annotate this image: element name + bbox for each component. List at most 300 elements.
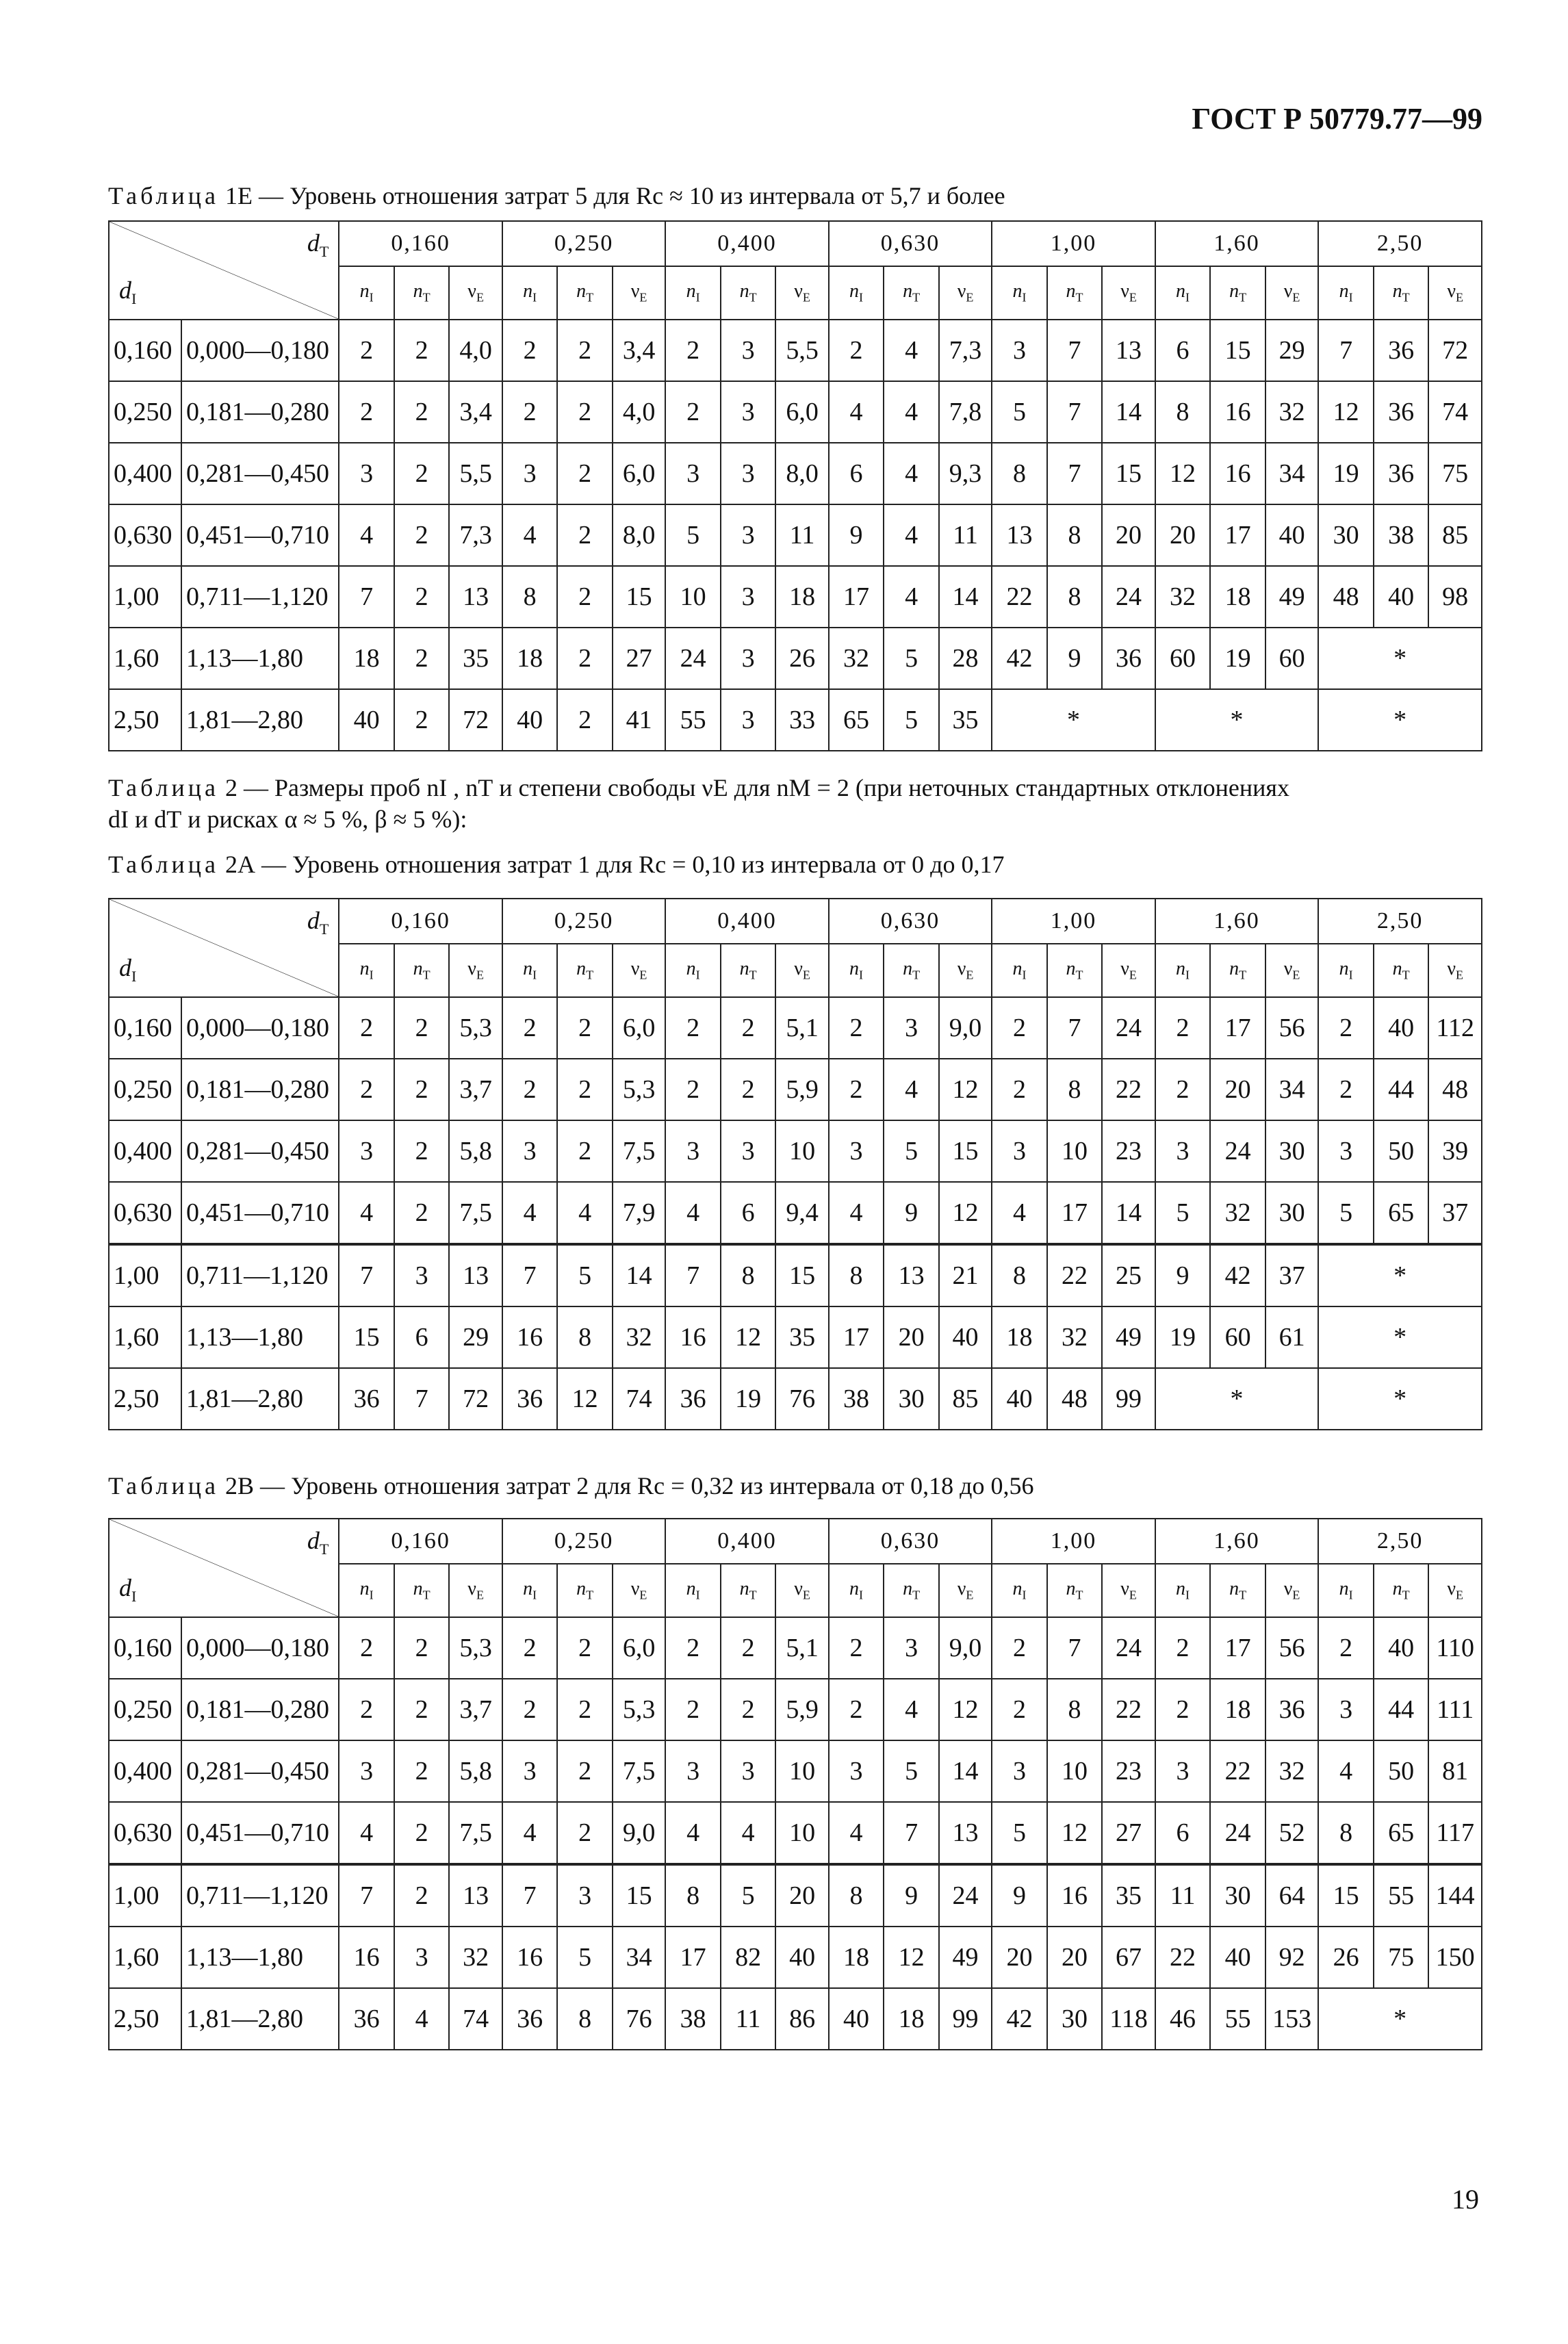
table-cell: 24	[939, 1864, 992, 1927]
table-cell: 37	[1428, 1182, 1482, 1244]
table-cell: 2	[557, 381, 613, 443]
table-cell: 10	[1047, 1120, 1103, 1182]
table-2b	[108, 1518, 1482, 2050]
table-cell: 14	[1102, 381, 1155, 443]
table-cell: 4	[829, 381, 884, 443]
column-subheader: $\nu_Е$	[449, 944, 502, 997]
header-row-groups	[109, 899, 1482, 944]
column-subheader: $\nu_Е$	[1428, 266, 1482, 320]
column-subheader: $n_I$	[665, 266, 721, 320]
table-cell: 22	[1047, 1244, 1103, 1306]
table-cell: 3	[992, 1740, 1047, 1802]
table-cell: 48	[1428, 1059, 1482, 1120]
column-subheader: $n_Т$	[721, 1564, 776, 1617]
column-subheader: $n_Т$	[1210, 944, 1265, 997]
column-group-header: 0,250	[502, 1519, 665, 1564]
table-cell: 82	[721, 1927, 776, 1988]
table-cell: 13	[449, 1244, 502, 1306]
table-cell: 46	[1155, 1988, 1211, 2050]
row-interval: 0,281—0,450	[181, 443, 339, 504]
table-cell: 3	[1155, 1120, 1211, 1182]
table-cell: 2	[394, 320, 450, 381]
table-cell: 10	[665, 566, 721, 628]
row-interval: 0,711—1,120	[181, 1244, 339, 1306]
table-cell: 36	[1374, 320, 1429, 381]
table-cell: 8,0	[775, 443, 828, 504]
column-subheader: $n_I$	[502, 1564, 558, 1617]
table-cell: 2	[721, 997, 776, 1059]
table-cell: 150	[1428, 1927, 1482, 1988]
table-cell: 44	[1374, 1679, 1429, 1740]
table-cell: 26	[1318, 1927, 1374, 1988]
table-cell: 12	[884, 1927, 939, 1988]
table-cell: 92	[1265, 1927, 1318, 1988]
row-interval: 0,451—0,710	[181, 1802, 339, 1864]
table-cell: 13	[939, 1802, 992, 1864]
table-cell: 3	[721, 689, 776, 751]
table-cell: 38	[1374, 504, 1429, 566]
table-cell: 72	[449, 1368, 502, 1430]
table-cell: 60	[1155, 628, 1211, 689]
table-cell: 12	[939, 1182, 992, 1244]
table-cell: 2	[557, 443, 613, 504]
table-row	[109, 381, 1482, 443]
table-cell: 65	[1374, 1802, 1429, 1864]
table-cell: 8	[502, 566, 558, 628]
table-cell: 42	[992, 1988, 1047, 2050]
table-cell: 2	[557, 566, 613, 628]
table-cell: 14	[613, 1244, 665, 1306]
table-cell: 3	[721, 320, 776, 381]
table-cell: 2	[557, 1059, 613, 1120]
table-cell: 17	[1210, 504, 1265, 566]
table-cell: 74	[613, 1368, 665, 1430]
table-cell: 3,7	[449, 1059, 502, 1120]
table-cell: 60	[1210, 1306, 1265, 1368]
row-d-value: 1,60	[109, 628, 181, 689]
table-cell: 86	[775, 1988, 828, 2050]
column-subheader: $n_Т$	[721, 944, 776, 997]
table-cell: 2	[829, 1059, 884, 1120]
header-row-groups	[109, 221, 1482, 266]
table-2a	[108, 898, 1482, 1430]
table-cell: 16	[339, 1927, 394, 1988]
table-row	[109, 997, 1482, 1059]
table-cell: 40	[939, 1306, 992, 1368]
table-cell: 2	[829, 320, 884, 381]
table-cell: 20	[775, 1864, 828, 1927]
table-row	[109, 1182, 1482, 1244]
corner-cell	[109, 1519, 339, 1617]
table-cell: 5,1	[775, 997, 828, 1059]
row-interval: 1,13—1,80	[181, 1927, 339, 1988]
table-cell: 7,3	[939, 320, 992, 381]
table-cell: 2	[1318, 997, 1374, 1059]
table-cell: 2	[557, 997, 613, 1059]
document-code: ГОСТ Р 50779.77—99	[1192, 102, 1482, 136]
table-cell: 7	[339, 1864, 394, 1927]
table-cell: 64	[1265, 1864, 1318, 1927]
table-cell: 5,3	[449, 1617, 502, 1679]
table-cell: 74	[449, 1988, 502, 2050]
table-cell: 3	[1318, 1120, 1374, 1182]
table-cell: 2	[557, 1740, 613, 1802]
table-cell: 85	[939, 1368, 992, 1430]
table-cell: 20	[1102, 504, 1155, 566]
table-cell: 29	[1265, 320, 1318, 381]
row-interval: 1,13—1,80	[181, 1306, 339, 1368]
table-cell: 2	[557, 1802, 613, 1864]
table-cell: 8	[992, 443, 1047, 504]
table-cell: 17	[829, 566, 884, 628]
table-cell: 3	[1318, 1679, 1374, 1740]
table-row	[109, 504, 1482, 566]
table-cell: 3	[665, 443, 721, 504]
table-cell: 20	[992, 1927, 1047, 1988]
table-cell: 2	[502, 1059, 558, 1120]
table-cell: 2	[502, 320, 558, 381]
table-cell: 2	[394, 1120, 450, 1182]
column-subheader: $n_Т$	[721, 266, 776, 320]
table-cell: 8	[1047, 566, 1103, 628]
table-cell: 16	[1210, 443, 1265, 504]
table-cell: 12	[557, 1368, 613, 1430]
table-cell: 4	[339, 1182, 394, 1244]
corner-cell	[109, 221, 339, 320]
table-cell: 50	[1374, 1120, 1429, 1182]
table-cell: 7,9	[613, 1182, 665, 1244]
table-cell: 34	[1265, 1059, 1318, 1120]
table-cell: 33	[775, 689, 828, 751]
table-cell: 5	[1318, 1182, 1374, 1244]
table-cell: 3	[992, 1120, 1047, 1182]
table-cell: 4	[339, 504, 394, 566]
row-d-value: 0,400	[109, 1120, 181, 1182]
table-cell: 76	[775, 1368, 828, 1430]
table-cell: 3	[339, 1120, 394, 1182]
table-cell: 3	[721, 1740, 776, 1802]
table-cell: 2	[557, 1679, 613, 1740]
table-cell: 36	[1102, 628, 1155, 689]
table-cell: 110	[1428, 1617, 1482, 1679]
table-cell: 14	[939, 1740, 992, 1802]
table-cell: 18	[775, 566, 828, 628]
table-cell: 18	[502, 628, 558, 689]
table-cell: 22	[1102, 1679, 1155, 1740]
table-cell: 3,4	[613, 320, 665, 381]
table-row	[109, 689, 1482, 751]
table-cell: 39	[1428, 1120, 1482, 1182]
table-cell: 13	[449, 566, 502, 628]
table-cell: 3	[884, 997, 939, 1059]
row-d-value: 0,160	[109, 997, 181, 1059]
table-cell: 8	[1047, 1679, 1103, 1740]
table-cell: 7	[339, 566, 394, 628]
diagonal-line	[110, 1519, 338, 1617]
table-cell: 7	[1047, 1617, 1103, 1679]
table-cell: 2	[665, 1679, 721, 1740]
column-subheader: $\nu_Е$	[1102, 266, 1155, 320]
table-cell: 18	[884, 1988, 939, 2050]
column-group-header: 1,60	[1155, 221, 1319, 266]
table-cell: 19	[721, 1368, 776, 1430]
table-cell: 6	[1155, 320, 1211, 381]
column-subheader: $\nu_Е$	[939, 1564, 992, 1617]
column-subheader: $n_Т$	[1047, 266, 1103, 320]
table-cell: 9	[884, 1864, 939, 1927]
table-cell: 5,3	[449, 997, 502, 1059]
table-cell: 7,5	[449, 1182, 502, 1244]
row-d-value: 2,50	[109, 1988, 181, 2050]
column-subheader: $\nu_Е$	[939, 944, 992, 997]
table-cell: 99	[939, 1988, 992, 2050]
table-row	[109, 566, 1482, 628]
table-cell: 8	[665, 1864, 721, 1927]
table-cell: 15	[1318, 1864, 1374, 1927]
table-cell: 40	[339, 689, 394, 751]
row-d-value: 0,250	[109, 1679, 181, 1740]
table-cell: 32	[1265, 1740, 1318, 1802]
column-subheader: $n_I$	[339, 1564, 394, 1617]
table-cell: 11	[775, 504, 828, 566]
table-cell: 2	[721, 1059, 776, 1120]
table-cell: 5	[884, 1740, 939, 1802]
table-cell: 5	[884, 628, 939, 689]
table-cell: 3	[721, 504, 776, 566]
column-subheader: $n_Т$	[1047, 944, 1103, 997]
table-cell: 3	[829, 1740, 884, 1802]
table-cell: 20	[1155, 504, 1211, 566]
table-cell: 15	[613, 566, 665, 628]
table-cell: 36	[502, 1988, 558, 2050]
column-group-header: 1,00	[992, 1519, 1155, 1564]
table-cell: 17	[1047, 1182, 1103, 1244]
header-row-groups	[109, 1519, 1482, 1564]
table-cell: 4	[884, 443, 939, 504]
column-group-header: 2,50	[1318, 221, 1482, 266]
table-cell: 5	[665, 504, 721, 566]
table-cell: 3	[665, 1120, 721, 1182]
table-row	[109, 320, 1482, 381]
table-cell: 6	[1155, 1802, 1211, 1864]
table-cell: 2	[502, 997, 558, 1059]
row-d-value: 0,160	[109, 1617, 181, 1679]
table-cell: 9	[884, 1182, 939, 1244]
row-interval: 0,181—0,280	[181, 381, 339, 443]
table-cell: 24	[1210, 1802, 1265, 1864]
row-interval: 0,451—0,710	[181, 1182, 339, 1244]
column-group-header: 0,400	[665, 221, 828, 266]
table-cell: 7	[1318, 320, 1374, 381]
table-cell: 4	[721, 1802, 776, 1864]
table-cell: 48	[1047, 1368, 1103, 1430]
column-subheader: $n_Т$	[884, 1564, 939, 1617]
table-cell: 7	[1047, 381, 1103, 443]
table-cell: 3	[829, 1120, 884, 1182]
column-subheader: $n_I$	[502, 266, 558, 320]
table-cell: 111	[1428, 1679, 1482, 1740]
column-subheader: $\nu_Е$	[613, 266, 665, 320]
table-cell: 2	[1155, 1059, 1211, 1120]
table-row	[109, 1617, 1482, 1679]
table-cell: 15	[339, 1306, 394, 1368]
table-cell: 24	[665, 628, 721, 689]
row-interval: 0,181—0,280	[181, 1679, 339, 1740]
table-cell: 2	[394, 628, 450, 689]
table-cell: 2	[394, 1864, 450, 1927]
table-cell: 22	[992, 566, 1047, 628]
table-cell: 40	[775, 1927, 828, 1988]
table-cell: 42	[1210, 1244, 1265, 1306]
table-cell: 7	[394, 1368, 450, 1430]
column-group-header: 2,50	[1318, 899, 1482, 944]
table-cell: 3	[502, 1740, 558, 1802]
column-subheader: $n_I$	[829, 266, 884, 320]
table-cell: 2	[339, 320, 394, 381]
table-cell: 2	[992, 997, 1047, 1059]
table-cell: 44	[1374, 1059, 1429, 1120]
table-cell: 12	[721, 1306, 776, 1368]
table-cell: 8	[992, 1244, 1047, 1306]
table-cell: 144	[1428, 1864, 1482, 1927]
row-d-value: 0,630	[109, 504, 181, 566]
table-cell: 9,0	[613, 1802, 665, 1864]
table-cell: 15	[613, 1864, 665, 1927]
table-cell: 24	[1210, 1120, 1265, 1182]
table-cell: 11	[721, 1988, 776, 2050]
table-cell: 35	[449, 628, 502, 689]
table-cell: 18	[1210, 1679, 1265, 1740]
table-cell: 17	[829, 1306, 884, 1368]
table-cell: 49	[939, 1927, 992, 1988]
column-subheader: $n_I$	[339, 944, 394, 997]
row-d-value: 0,400	[109, 1740, 181, 1802]
table-cell: 4	[502, 504, 558, 566]
column-subheader: $n_Т$	[1210, 266, 1265, 320]
table-cell: 49	[1102, 1306, 1155, 1368]
column-subheader: $n_I$	[1155, 944, 1211, 997]
table-cell: 40	[502, 689, 558, 751]
corner-label-di: $d_I$	[119, 953, 137, 985]
table-cell: 4	[665, 1182, 721, 1244]
table-cell: 2	[992, 1059, 1047, 1120]
table-cell: 3	[992, 320, 1047, 381]
table-cell: 81	[1428, 1740, 1482, 1802]
table-cell: 32	[1155, 566, 1211, 628]
table-cell: 7	[1047, 997, 1103, 1059]
table-cell: 34	[1265, 443, 1318, 504]
column-subheader: $n_I$	[1155, 1564, 1211, 1617]
table-cell: 118	[1102, 1988, 1155, 2050]
table-cell: 30	[1265, 1182, 1318, 1244]
column-subheader: $n_Т$	[1210, 1564, 1265, 1617]
table-cell: 2	[394, 1059, 450, 1120]
column-group-header: 0,160	[339, 1519, 502, 1564]
column-subheader: $\nu_Е$	[1102, 944, 1155, 997]
table-cell: 2	[339, 381, 394, 443]
table-cell: 4,0	[449, 320, 502, 381]
column-group-header: 0,160	[339, 221, 502, 266]
table-row	[109, 1244, 1482, 1306]
table-cell: 5	[884, 689, 939, 751]
column-group-header: 0,400	[665, 1519, 828, 1564]
column-subheader: $n_Т$	[1374, 1564, 1429, 1617]
table-cell: 40	[1210, 1927, 1265, 1988]
table-cell: 17	[665, 1927, 721, 1988]
table-cell: 2	[992, 1679, 1047, 1740]
table-cell: 5,1	[775, 1617, 828, 1679]
row-d-value: 0,160	[109, 320, 181, 381]
corner-label-di: $d_I$	[119, 1573, 137, 1605]
table-cell: 3	[339, 1740, 394, 1802]
table-cell: 8	[721, 1244, 776, 1306]
table-cell: 5,8	[449, 1740, 502, 1802]
table-cell: 8	[557, 1306, 613, 1368]
table-cell: 17	[1210, 997, 1265, 1059]
table-cell: 2	[394, 1679, 450, 1740]
table-cell: 12	[1318, 381, 1374, 443]
table-row	[109, 1059, 1482, 1120]
table-cell: 18	[339, 628, 394, 689]
corner-label-dt: $d_Т$	[307, 907, 329, 938]
column-group-header: 0,630	[829, 899, 992, 944]
table-cell: 38	[829, 1368, 884, 1430]
not-applicable-cell: *	[1318, 1306, 1482, 1368]
table-cell: 5	[1155, 1182, 1211, 1244]
table-cell: 18	[992, 1306, 1047, 1368]
table-cell: 36	[1374, 443, 1429, 504]
table-cell: 153	[1265, 1988, 1318, 2050]
table-cell: 40	[1374, 566, 1429, 628]
column-subheader: $n_I$	[829, 944, 884, 997]
table-cell: 16	[665, 1306, 721, 1368]
table-cell: 4	[339, 1802, 394, 1864]
row-interval: 1,81—2,80	[181, 689, 339, 751]
column-group-header: 0,400	[665, 899, 828, 944]
table-cell: 2	[829, 1617, 884, 1679]
row-d-value: 1,00	[109, 1864, 181, 1927]
table-cell: 5,8	[449, 1120, 502, 1182]
table-row	[109, 443, 1482, 504]
table-cell: 42	[992, 628, 1047, 689]
table-cell: 2	[557, 1617, 613, 1679]
table-cell: 36	[1374, 381, 1429, 443]
table-cell: 2	[394, 443, 450, 504]
caption-text: 2В — Уровень отношения затрат 2 для Rс = 0,32 из интервала от 0,18 до 0,56	[218, 1472, 1034, 1499]
column-subheader: $n_I$	[1155, 266, 1211, 320]
table-cell: 76	[613, 1988, 665, 2050]
table-cell: 12	[939, 1059, 992, 1120]
column-subheader: $\nu_Е$	[1428, 944, 1482, 997]
table-cell: 48	[1318, 566, 1374, 628]
table-cell: 2	[557, 1120, 613, 1182]
table-cell: 9,3	[939, 443, 992, 504]
table-cell: 14	[939, 566, 992, 628]
table-cell: 2	[1155, 1617, 1211, 1679]
caption-text: 2А — Уровень отношения затрат 1 для Rс = 0,10 из интервала от 0 до 0,17	[218, 851, 1005, 878]
table-cell: 18	[1210, 566, 1265, 628]
caption-text: 2 — Размеры проб nΙ , nТ и степени свободы νЕ для nМ = 2 (при неточных стандартных отклонениях	[218, 774, 1289, 801]
row-interval: 0,181—0,280	[181, 1059, 339, 1120]
table-cell: 2	[1155, 1679, 1211, 1740]
column-group-header: 0,250	[502, 221, 665, 266]
table-cell: 11	[939, 504, 992, 566]
table-cell: 40	[1374, 1617, 1429, 1679]
table-cell: 12	[939, 1679, 992, 1740]
table-cell: 85	[1428, 504, 1482, 566]
table-cell: 72	[1428, 320, 1482, 381]
column-subheader: $n_I$	[665, 944, 721, 997]
